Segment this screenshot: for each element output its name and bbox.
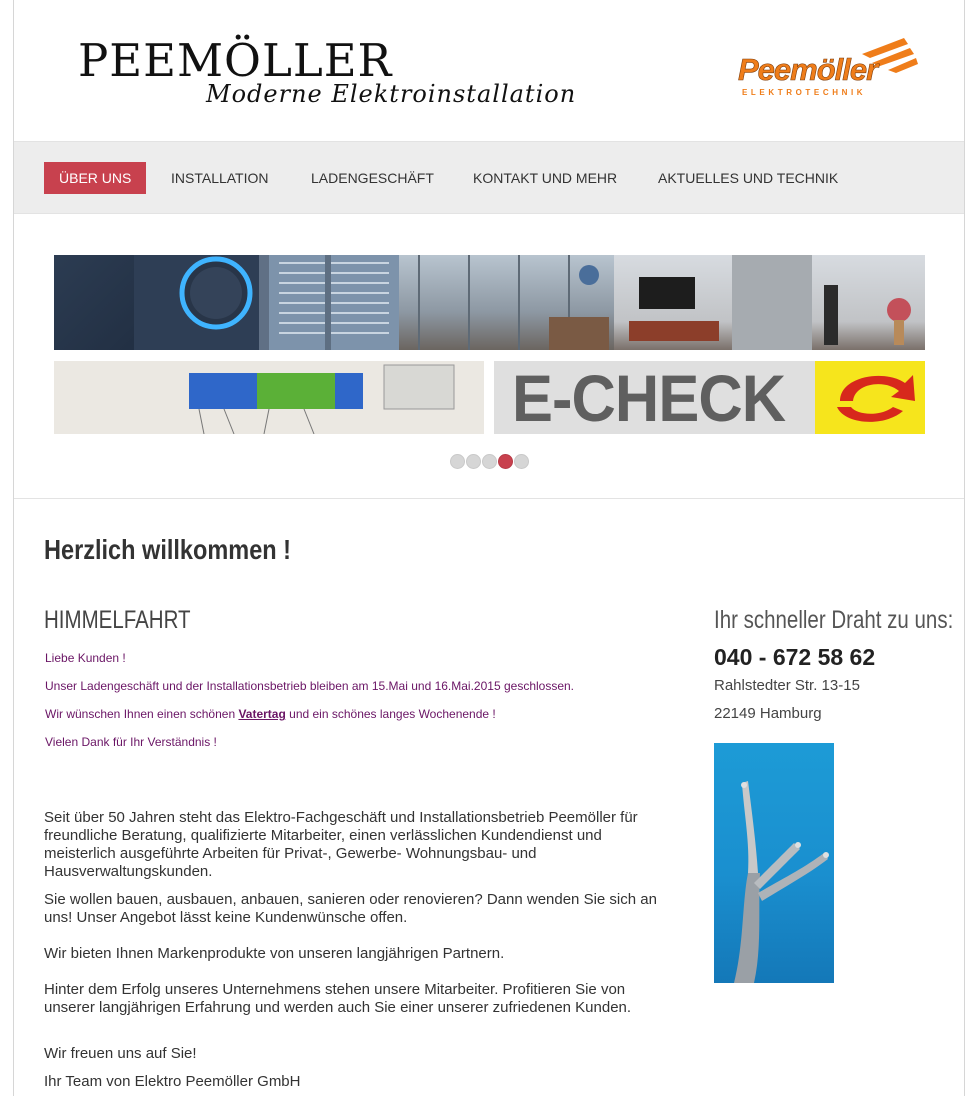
offer-paragraph: Sie wollen bauen, ausbauen, anbauen, sanieren oder renovieren? Dann wenden Sie sich an uns! Unser Angebot lässt keine Kundenwünsche offen. (44, 891, 657, 926)
welcome-paragraph: Wir freuen uns auf Sie! (44, 1045, 197, 1062)
contact-heading: Ihr schneller Draht zu uns: (714, 606, 954, 634)
living-room-icon (614, 255, 925, 350)
brands-paragraph: Wir bieten Ihnen Markenprodukte von unseren langjährigen Partnern. (44, 945, 505, 962)
e-check-banner (494, 361, 925, 434)
logo-wordmark: Peemöller (738, 52, 878, 87)
logo-tagline: ELEKTROTECHNIK (742, 88, 867, 97)
phone-number[interactable]: 040 - 672 58 62 (714, 644, 876, 670)
notice-wish-after: und ein schönes langes Wochenende ! (285, 707, 496, 721)
office-icon (399, 255, 614, 350)
page-title: Herzlich willkommen ! (44, 534, 292, 565)
notice-wish-before: Wir wünschen Ihnen einen schönen (45, 707, 239, 721)
living-room-photo (614, 255, 925, 350)
slide-photo-strip (54, 255, 925, 350)
notice-closed: Unser Ladengeschäft und der Installationsbetrieb bleiben am 15.Mai und 16.Mai.2015 geschlossen. (45, 679, 575, 693)
office-photo (399, 255, 614, 350)
terminal-block-icon (54, 361, 484, 434)
distribution-board-photo (54, 361, 484, 434)
cable-photo (714, 743, 834, 983)
section-divider (14, 498, 964, 499)
team-paragraph: Hinter dem Erfolg unseres Unternehmens stehen unsere Mitarbeiter. Profitieren Sie von unserer langjährigen Erfahrung und werden auch Sie einer unserer zufriedenen Kunden. (44, 981, 632, 1016)
nav-item-ueber-uns[interactable]: ÜBER UNS (44, 162, 146, 194)
address-city: 22149 Hamburg (714, 705, 822, 722)
slider-pagination (450, 454, 540, 470)
e-check-logo (815, 361, 925, 434)
e-check-swoosh-icon (815, 361, 925, 434)
slider-dot-2[interactable] (466, 454, 481, 469)
slider-dot-4[interactable] (498, 454, 513, 469)
site-header (14, 0, 964, 141)
page-container (13, 0, 965, 1096)
nav-item-installation[interactable]: INSTALLATION (171, 170, 269, 186)
address-street: Rahlstedter Str. 13-15 (714, 677, 860, 694)
brand-title: PEEMÖLLER (78, 34, 393, 87)
nav-item-ladengeschaeft[interactable]: LADENGESCHÄFT (311, 170, 434, 186)
nav-item-aktuelles-und-technik[interactable]: AKTUELLES UND TECHNIK (658, 170, 839, 186)
news-title: HIMMELFAHRT (44, 606, 191, 634)
brand-subtitle: Moderne Elektroinstallation (206, 80, 577, 108)
nav-item-kontakt-und-mehr[interactable]: KONTAKT UND MEHR (473, 170, 618, 186)
main-navigation (14, 141, 964, 214)
slider-dot-1[interactable] (450, 454, 465, 469)
notice-greeting: Liebe Kunden ! (45, 651, 126, 665)
notice-thanks: Vielen Dank für Ihr Verständnis ! (45, 735, 217, 749)
company-logo[interactable] (738, 36, 918, 102)
slider-dot-5[interactable] (514, 454, 529, 469)
signature-paragraph: Ihr Team von Elektro Peemöller GmbH (44, 1073, 301, 1090)
intro-paragraph: Seit über 50 Jahren steht das Elektro-Fachgeschäft und Installationsbetrieb Peemöller für freundliche Beratung, qualifizierte Mitarbeiter, einen verlässlichen Kundendienst und meisterlich ausgeführte Arbeiten für Privat-, Gewerbe- Wohnungsbau- und Hausverwaltungskunden. (44, 809, 638, 880)
vatertag-link[interactable]: Vatertag (238, 707, 286, 721)
notice-wish (45, 707, 496, 721)
e-check-text: E-CHECK (512, 361, 786, 434)
blinds-icon (269, 255, 399, 350)
smart-switch-photo (54, 255, 269, 350)
slider-dot-3[interactable] (482, 454, 497, 469)
image-slider[interactable] (54, 255, 925, 435)
switch-icon (54, 255, 269, 350)
cable-icon (714, 743, 834, 983)
window-blinds-photo (269, 255, 399, 350)
